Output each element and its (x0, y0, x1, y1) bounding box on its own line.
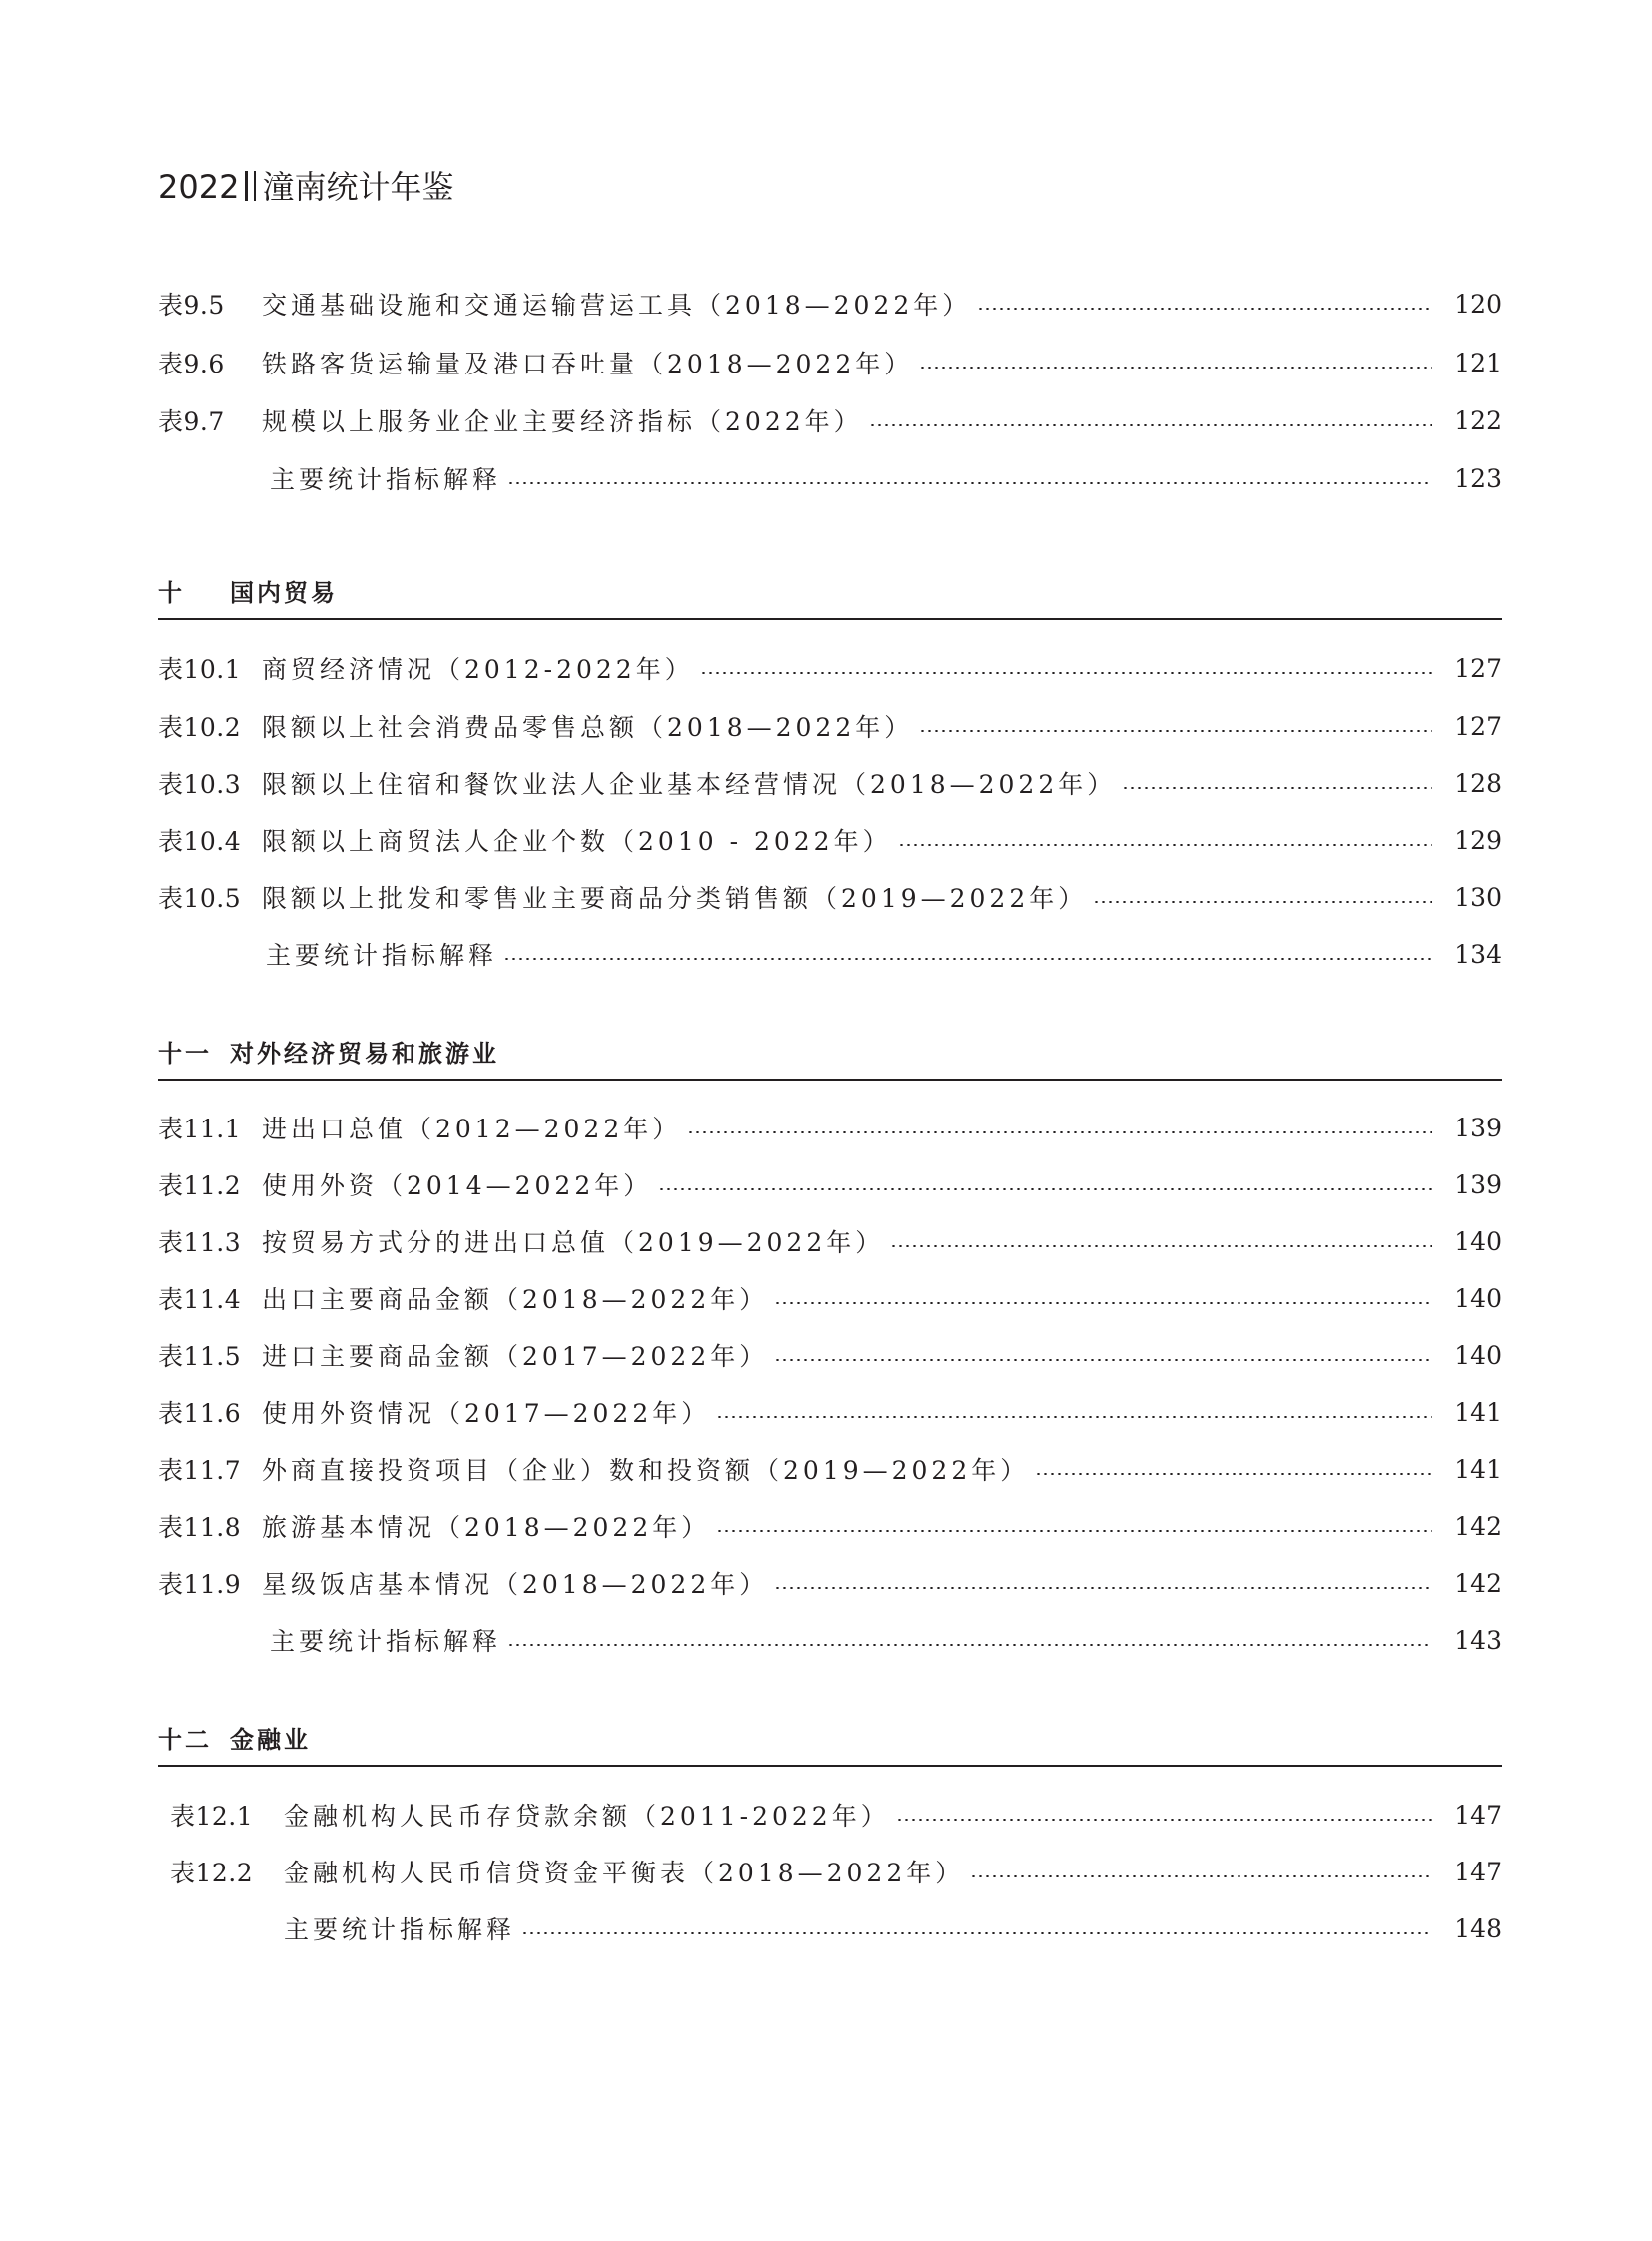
toc-code: 表9.5 (158, 291, 225, 320)
section-number: 十一 (158, 1040, 212, 1068)
dot-leader (898, 844, 1432, 846)
toc-code: 表10.5 (158, 884, 242, 913)
toc-page: 140 (1454, 1226, 1502, 1256)
dot-leader (503, 958, 1432, 960)
toc-page: 122 (1454, 405, 1502, 435)
dot-leader (658, 1188, 1432, 1190)
header-divider (245, 171, 248, 201)
toc-code: 表10.1 (158, 655, 242, 684)
toc-code: 表11.9 (158, 1570, 242, 1599)
toc-title: 金融机构人民币信贷资金平衡表（2018—2022年） (284, 1859, 965, 1887)
toc-entry[interactable] (158, 706, 1502, 746)
toc-title: 进出口总值（2012—2022年） (262, 1115, 682, 1143)
dot-leader (970, 1875, 1432, 1877)
toc-title: 铁路客货运输量及港口吞吐量（2018—2022年） (262, 350, 914, 378)
toc-page: 147 (1454, 1800, 1502, 1830)
toc-code: 表12.2 (170, 1859, 254, 1887)
dot-leader (716, 1530, 1432, 1532)
header-title: 潼南统计年鉴 (262, 168, 454, 206)
toc-title: 规模以上服务业企业主要经济指标（2022年） (262, 407, 863, 436)
dot-leader (1122, 787, 1432, 789)
toc-entry[interactable] (158, 1449, 1502, 1489)
dot-leader (896, 1819, 1432, 1821)
dot-leader (919, 367, 1432, 369)
toc-entry[interactable] (158, 820, 1502, 860)
toc-title: 使用外资（2014—2022年） (262, 1171, 653, 1200)
toc-code: 表9.6 (158, 350, 225, 378)
dot-leader (890, 1245, 1432, 1247)
toc-entry[interactable] (158, 458, 1502, 498)
header-divider-thin (254, 171, 256, 201)
toc-title: 交通基础设施和交通运输营运工具（2018—2022年） (262, 291, 972, 320)
toc-title: 限额以上住宿和餐饮业法人企业基本经营情况（2018—2022年） (262, 770, 1117, 799)
section-number: 十二 (158, 1726, 212, 1754)
toc-code: 表11.6 (158, 1399, 242, 1428)
toc-entry[interactable] (158, 1392, 1502, 1432)
toc-title: 旅游基本情况（2018—2022年） (262, 1513, 711, 1542)
toc-entry[interactable] (158, 1108, 1502, 1147)
toc-page: 140 (1454, 1340, 1502, 1370)
toc-title: 限额以上社会消费品零售总额（2018—2022年） (262, 713, 914, 742)
dot-leader (716, 1416, 1432, 1418)
toc-title: 按贸易方式分的进出口总值（2019—2022年） (262, 1228, 885, 1257)
section-heading (158, 573, 1502, 620)
toc-entry[interactable] (158, 1852, 1502, 1891)
toc-page: 121 (1454, 348, 1502, 377)
toc-title: 商贸经济情况（2012-2022年） (262, 655, 694, 684)
dot-leader (774, 1587, 1432, 1589)
dot-leader (700, 672, 1432, 674)
toc-code: 表12.1 (170, 1802, 254, 1831)
dot-leader (507, 1644, 1432, 1646)
toc-entry[interactable] (158, 1164, 1502, 1204)
dot-leader (977, 308, 1432, 310)
toc-page: 140 (1454, 1283, 1502, 1313)
dot-leader (507, 482, 1432, 484)
toc-page: 141 (1454, 1454, 1502, 1484)
toc-title: 限额以上批发和零售业主要商品分类销售额（2019—2022年） (262, 884, 1088, 913)
toc-page: 141 (1454, 1397, 1502, 1427)
toc-page: 139 (1454, 1113, 1502, 1142)
section-heading (158, 1720, 1502, 1767)
toc-title: 主要统计指标解释 (284, 1915, 516, 1944)
toc-code: 表11.7 (158, 1456, 242, 1485)
toc-title: 进口主要商品金额（2017—2022年） (262, 1342, 769, 1371)
toc-title: 主要统计指标解释 (270, 1627, 502, 1656)
dot-leader (521, 1932, 1432, 1934)
toc-page: 139 (1454, 1169, 1502, 1199)
toc-code: 表10.3 (158, 770, 242, 799)
toc-entry[interactable] (158, 1335, 1502, 1375)
toc-code: 表9.7 (158, 407, 225, 436)
dot-leader (1035, 1473, 1432, 1475)
toc-title: 外商直接投资项目（企业）数和投资额（2019—2022年） (262, 1456, 1030, 1485)
page-header (158, 162, 453, 208)
toc-page: 127 (1454, 653, 1502, 683)
toc-entry[interactable] (158, 877, 1502, 917)
section-heading (158, 1034, 1502, 1081)
toc-page: 142 (1454, 1568, 1502, 1598)
toc-page: 148 (1454, 1913, 1502, 1943)
dot-leader (774, 1359, 1432, 1361)
toc-page: 123 (1454, 463, 1502, 493)
toc-entry[interactable] (158, 1221, 1502, 1261)
dot-leader (687, 1131, 1432, 1133)
toc-title: 使用外资情况（2017—2022年） (262, 1399, 711, 1428)
toc-code: 表11.4 (158, 1285, 242, 1314)
toc-entry[interactable] (158, 1563, 1502, 1603)
toc-code: 表11.3 (158, 1228, 242, 1257)
toc-code: 表11.8 (158, 1513, 242, 1542)
toc-entry[interactable] (158, 1795, 1502, 1835)
toc-title: 限额以上商贸法人企业个数（2010 - 2022年） (262, 827, 892, 856)
header-year: 2022 (158, 168, 240, 206)
toc-title: 金融机构人民币存贷款余额（2011-2022年） (284, 1802, 890, 1831)
toc-entry[interactable] (158, 343, 1502, 382)
toc-page: 134 (1454, 939, 1502, 969)
toc-title: 主要统计指标解释 (270, 465, 502, 494)
toc-page: 120 (1454, 289, 1502, 319)
dot-leader (1093, 901, 1432, 903)
section-title: 金融业 (230, 1726, 311, 1754)
toc-page: 142 (1454, 1511, 1502, 1541)
section-number: 十 (158, 579, 185, 607)
toc-title: 出口主要商品金额（2018—2022年） (262, 1285, 769, 1314)
toc-page: 143 (1454, 1625, 1502, 1655)
toc-code: 表10.4 (158, 827, 242, 856)
toc-page: 129 (1454, 825, 1502, 855)
toc-entry[interactable] (158, 284, 1502, 324)
toc-page: 128 (1454, 768, 1502, 798)
toc-entry[interactable] (158, 1908, 1502, 1948)
toc-entry[interactable] (158, 1278, 1502, 1318)
toc-entry[interactable] (158, 400, 1502, 440)
toc-page: 147 (1454, 1857, 1502, 1886)
toc-code: 表11.2 (158, 1171, 242, 1200)
section-title: 国内贸易 (230, 579, 338, 607)
toc-code: 表11.1 (158, 1115, 242, 1143)
toc-page: 130 (1454, 882, 1502, 912)
section-title: 对外经济贸易和旅游业 (230, 1040, 499, 1068)
toc-code: 表10.2 (158, 713, 242, 742)
toc-entry[interactable] (158, 648, 1502, 688)
toc-code: 表11.5 (158, 1342, 242, 1371)
dot-leader (869, 424, 1432, 426)
toc-entry[interactable] (158, 763, 1502, 803)
toc-entry[interactable] (158, 1620, 1502, 1660)
toc-page: 127 (1454, 711, 1502, 741)
dot-leader (919, 730, 1432, 732)
dot-leader (774, 1302, 1432, 1304)
toc-title: 主要统计指标解释 (266, 941, 498, 970)
toc-entry[interactable] (158, 1506, 1502, 1546)
toc-title: 星级饭店基本情况（2018—2022年） (262, 1570, 769, 1599)
toc-entry[interactable] (158, 934, 1502, 974)
